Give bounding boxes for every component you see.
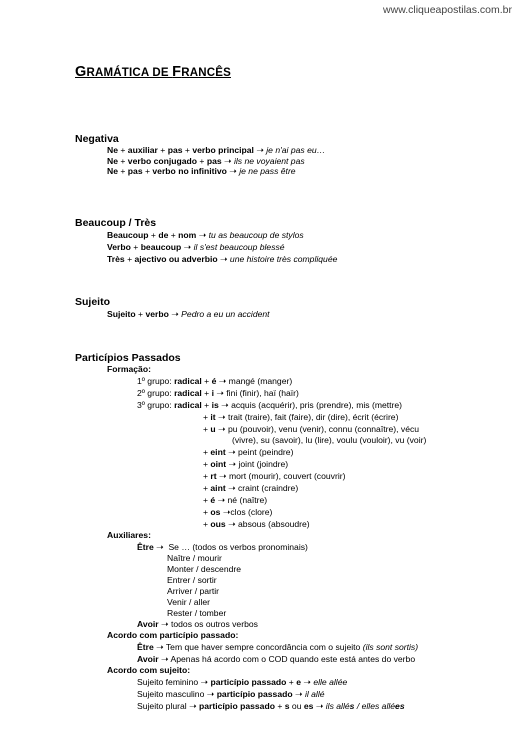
example: il s'est beaucoup blessé xyxy=(191,242,285,252)
t: 1º grupo: xyxy=(137,376,175,386)
t: + xyxy=(157,145,168,155)
arrow-icon: ➝ xyxy=(228,519,236,529)
t: + xyxy=(142,166,153,176)
arrow-icon: ➝ xyxy=(228,447,236,457)
example: je n'ai pas eu… xyxy=(263,145,326,155)
example: je ne pass être xyxy=(236,166,296,176)
t: pas xyxy=(127,166,143,176)
t: aint xyxy=(210,483,226,493)
title-ramatica: RAMÁTICA DE xyxy=(86,67,173,79)
grupo-2 xyxy=(137,388,299,399)
t: auxiliar xyxy=(127,145,158,155)
page-title xyxy=(75,64,231,80)
t: + xyxy=(135,309,146,319)
arrow-icon: ➝ xyxy=(206,689,215,699)
t: radical xyxy=(174,400,202,410)
arrow-icon: ➝ xyxy=(156,642,164,652)
suffix-oint xyxy=(203,459,288,470)
arrow-icon: ➝ xyxy=(218,412,226,422)
t: + xyxy=(203,459,211,469)
title-f: F xyxy=(172,64,182,80)
arrow-icon: ➝ xyxy=(218,376,227,386)
example: joint (joindre) xyxy=(236,459,289,469)
t: + xyxy=(118,145,128,155)
heading-sujeito: Sujeito xyxy=(75,296,111,308)
arrow-icon: ➝ xyxy=(229,166,237,176)
beaucoup-rule-1 xyxy=(107,230,304,241)
example: Pedro a eu un accident xyxy=(178,309,270,319)
site-url: www.cliqueapostilas.com.br xyxy=(383,4,512,16)
example-italic: (ils sont sortis) xyxy=(362,642,419,652)
t: Ne xyxy=(107,145,118,155)
t: pas xyxy=(206,156,222,166)
arrow-icon: ➝ xyxy=(228,459,237,469)
t: ou xyxy=(289,701,304,711)
t: particípio passado xyxy=(199,701,275,711)
t: Très xyxy=(107,254,125,264)
arrow-icon: ➝ xyxy=(218,424,226,434)
example: mort (mourir), couvert (couvrir) xyxy=(226,471,346,481)
t: Être xyxy=(137,542,154,552)
example: clos (clore) xyxy=(230,507,273,517)
t: + xyxy=(203,495,211,505)
sujeito-plural xyxy=(137,701,405,712)
t: Être xyxy=(137,642,154,652)
etre-pronominal xyxy=(137,542,308,553)
t: + xyxy=(274,701,285,711)
t: pas xyxy=(167,145,183,155)
grupo-1 xyxy=(137,376,292,387)
t: Avoir xyxy=(137,619,159,629)
t: u xyxy=(210,424,216,434)
grupo-3 xyxy=(137,400,402,411)
t: Beaucoup xyxy=(107,230,149,240)
t: s xyxy=(284,701,290,711)
heading-beaucoup-tres: Beaucoup / Très xyxy=(75,217,157,229)
suffix-u xyxy=(203,424,419,435)
example: Apenas há acordo com o COD quando este está antes do verbo xyxy=(168,654,416,664)
avoir-acordo xyxy=(137,654,415,665)
t: verbo no infinitivo xyxy=(152,166,227,176)
example: il allé xyxy=(302,689,325,699)
t: os xyxy=(210,507,221,517)
t: + xyxy=(130,242,141,252)
t: radical xyxy=(174,376,202,386)
t: oint xyxy=(210,459,227,469)
suffix-u-continued: (vivre), su (savoir), lu (lire), voulu (vouloir), vu (voir) xyxy=(232,435,427,445)
arrow-icon: ➝ xyxy=(228,483,236,493)
arrow-icon: ➝ xyxy=(217,495,226,505)
example: Se … (todos os verbos pronominais) xyxy=(168,542,308,552)
sujeito-rule xyxy=(107,309,270,320)
example: Tem que haver sempre concordância com o sujeito xyxy=(163,642,363,652)
t: de xyxy=(158,230,169,240)
verb-pair: Venir / aller xyxy=(167,597,210,607)
beaucoup-rule-2 xyxy=(107,242,285,253)
t: Sujeito xyxy=(107,309,136,319)
t: + xyxy=(118,156,128,166)
verb-pair: Arriver / partir xyxy=(167,586,220,596)
example: s xyxy=(349,701,355,711)
arrow-icon: ➝ xyxy=(200,677,209,687)
example: es xyxy=(395,701,405,711)
formacao-label: Formação: xyxy=(107,364,151,374)
t: + xyxy=(286,677,297,687)
example: todos os outros verbos xyxy=(168,619,258,629)
arrow-icon: ➝ xyxy=(221,400,229,410)
example: peint (peindre) xyxy=(235,447,294,457)
t: + xyxy=(203,412,211,422)
t: Avoir xyxy=(137,654,159,664)
negativa-rule-3 xyxy=(107,166,296,177)
example: absous (absoudre) xyxy=(235,519,310,529)
example: fini (finir), haï (haïr) xyxy=(223,388,299,398)
t: + xyxy=(118,166,128,176)
suffix-eint xyxy=(203,447,293,458)
t: e xyxy=(296,677,301,687)
t: + xyxy=(124,254,135,264)
acordo-participio-label: Acordo com particípio passado: xyxy=(107,630,239,640)
t: + xyxy=(201,400,212,410)
t: beaucoup xyxy=(140,242,182,252)
arrow-icon: ➝ xyxy=(198,230,207,240)
example: acquis (acquérir), pris (prendre), mis (mettre) xyxy=(228,400,403,410)
arrow-icon: ➝ xyxy=(303,677,311,687)
arrow-icon: ➝ xyxy=(219,471,227,481)
arrow-icon: ➝ xyxy=(216,388,224,398)
arrow-icon: ➝ xyxy=(224,156,232,166)
t: Sujeito plural xyxy=(137,701,190,711)
t: 3º grupo: xyxy=(137,400,175,410)
t: é xyxy=(210,495,216,505)
t: 2º grupo: xyxy=(137,388,175,398)
t: + xyxy=(182,145,193,155)
example: ils ne voyaient pas xyxy=(231,156,305,166)
t: + xyxy=(148,230,159,240)
t: verbo conjugado xyxy=(127,156,198,166)
t: é xyxy=(211,376,217,386)
t: nom xyxy=(178,230,197,240)
t: i xyxy=(211,388,214,398)
verb-pair: Monter / descendre xyxy=(167,564,242,574)
negativa-rule-1 xyxy=(107,145,325,156)
t: verbo xyxy=(145,309,169,319)
arrow-icon: ➝ xyxy=(189,701,197,711)
verb-pair: Entrer / sortir xyxy=(167,575,217,585)
t: radical xyxy=(174,388,202,398)
example: trait (traire), fait (faire), dir (dire), écrit (écrire) xyxy=(225,412,399,422)
t: + xyxy=(197,156,207,166)
t: it xyxy=(210,412,216,422)
arrow-icon: ➝ xyxy=(183,242,192,252)
arrow-icon: ➝ xyxy=(295,689,303,699)
t: + xyxy=(201,388,212,398)
t: ous xyxy=(210,519,226,529)
suffix-e xyxy=(203,495,267,506)
t: is xyxy=(211,400,219,410)
example: une histoire très compliquée xyxy=(227,254,338,264)
title-rances: RANCÊS xyxy=(181,67,231,79)
suffix-rt xyxy=(203,471,345,482)
etre-acordo xyxy=(137,642,418,653)
suffix-it xyxy=(203,412,398,423)
arrow-icon: ➝ xyxy=(219,254,228,264)
t: + xyxy=(203,447,211,457)
t: verbo principal xyxy=(192,145,254,155)
example: / elles allé xyxy=(354,701,396,711)
t: + xyxy=(203,483,211,493)
t: eint xyxy=(210,447,226,457)
example: craint (craindre) xyxy=(235,483,299,493)
arrow-icon: ➝ xyxy=(315,701,324,711)
t: particípio passado xyxy=(210,677,287,687)
suffix-os xyxy=(203,507,272,518)
t: Ne xyxy=(107,156,118,166)
sujeito-masculino xyxy=(137,689,325,700)
heading-negativa: Negativa xyxy=(75,133,119,145)
verb-pair: Rester / tomber xyxy=(167,608,227,618)
t: particípio passado xyxy=(216,689,293,699)
example: né (naître) xyxy=(225,495,268,505)
heading-participios: Particípios Passados xyxy=(75,352,181,364)
beaucoup-rule-3 xyxy=(107,254,337,265)
title-g: G xyxy=(75,64,87,80)
avoir-rule xyxy=(137,619,258,630)
example: mangé (manger) xyxy=(226,376,293,386)
t: Verbo xyxy=(107,242,131,252)
t: Ne xyxy=(107,166,118,176)
t: ajectivo ou adverbio xyxy=(134,254,218,264)
arrow-icon: ➝ xyxy=(171,309,179,319)
arrow-icon: ➝ xyxy=(222,507,231,517)
example: elle allée xyxy=(310,677,348,687)
auxiliares-label: Auxiliares: xyxy=(107,530,151,540)
arrow-icon: ➝ xyxy=(161,619,169,629)
arrow-icon: ➝ xyxy=(161,654,169,664)
t: + xyxy=(168,230,179,240)
t: + xyxy=(201,376,212,386)
sujeito-feminino xyxy=(137,677,347,688)
suffix-aint xyxy=(203,483,298,494)
t: Sujeito masculino xyxy=(137,689,207,699)
t: + xyxy=(203,471,211,481)
t: Sujeito feminino xyxy=(137,677,201,687)
arrow-icon: ➝ xyxy=(256,145,264,155)
suffix-ous xyxy=(203,519,310,530)
t: + xyxy=(203,519,211,529)
arrow-icon: ➝ xyxy=(156,542,164,552)
t: es xyxy=(303,701,314,711)
example: tu as beaucoup de stylos xyxy=(206,230,304,240)
t: + xyxy=(203,424,211,434)
example: pu (pouvoir), venu (venir), connu (connaître), vécu xyxy=(225,424,420,434)
acordo-sujeito-label: Acordo com sujeito: xyxy=(107,665,191,675)
example: ils allé xyxy=(323,701,350,711)
verb-pair: Naître / mourir xyxy=(167,553,222,563)
t: rt xyxy=(210,471,217,481)
t: + xyxy=(203,507,211,517)
